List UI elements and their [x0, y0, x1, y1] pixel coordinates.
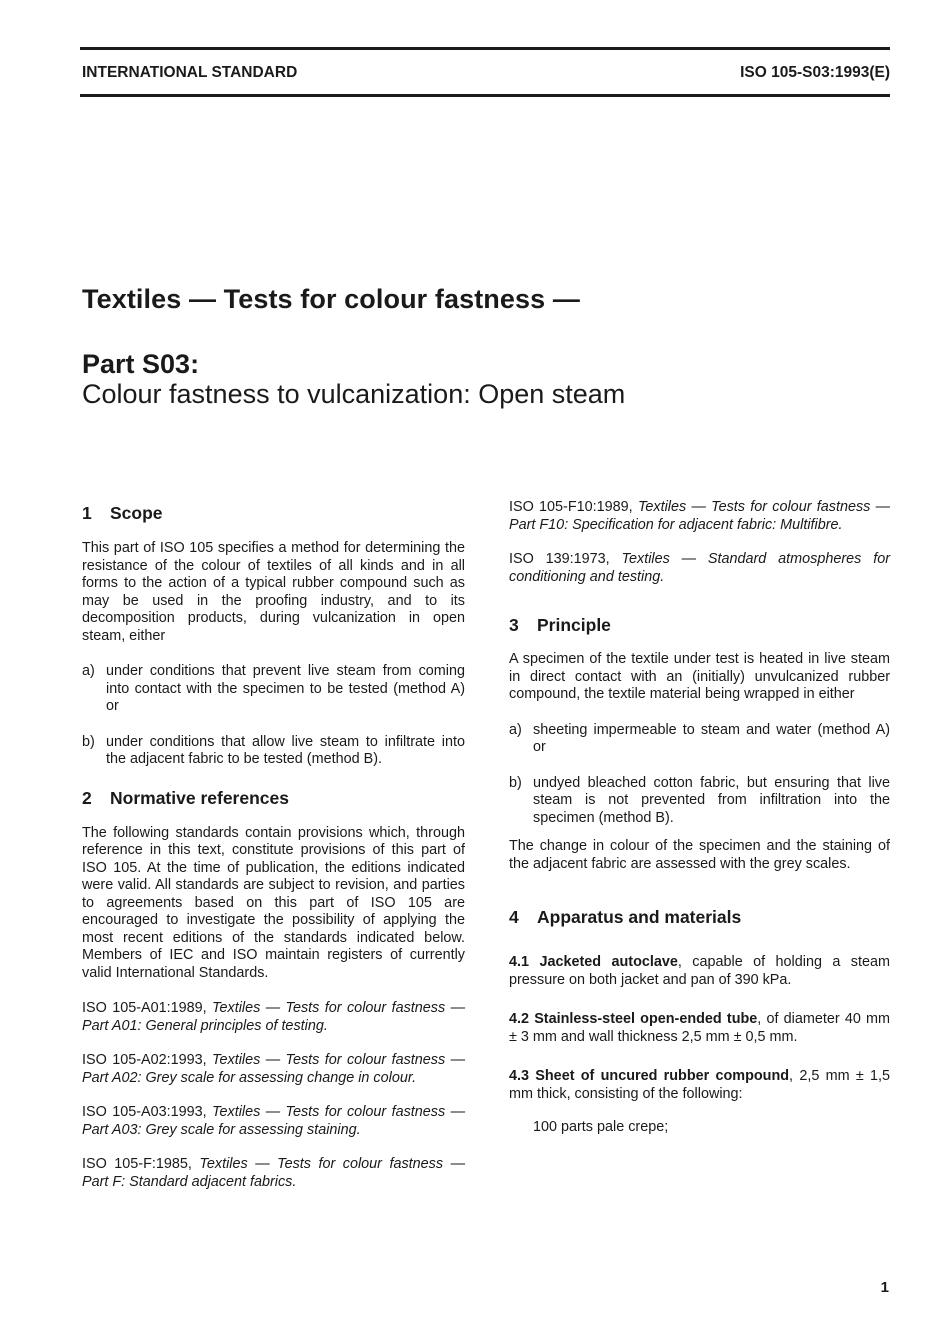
header-rule-bottom — [80, 94, 890, 97]
right-column — [509, 499, 890, 1137]
principle-item-b-label: b) — [509, 774, 522, 791]
header-standard-code: ISO 105-S03:1993(E) — [740, 64, 890, 81]
scope-number: 1 — [82, 503, 92, 523]
apparatus-item-title: Jacketed autoclave — [539, 954, 678, 970]
apparatus-item-number: 4.2 — [509, 1011, 530, 1027]
principle-item-a-label: a) — [509, 721, 522, 738]
normative-intro: The following standards contain provisions which, through reference in this text, constitute provisions of this part of ISO 105. At the time of publication, the editions indicated were valid. All standards are subject to revision, and parties to agreements based on this part of ISO 105 are encouraged to investigate the possibility of applying the most recent editions of the standards indicated below. Members of IEC and ISO maintain registers of currently valid International Standards. — [82, 824, 465, 981]
apparatus-item-text: , of diameter 40 mm ± 3 mm and wall thickness 2,5 mm ± 0,5 mm. — [509, 1011, 890, 1045]
principle-item-a — [509, 722, 890, 757]
principle-title: Principle — [537, 615, 611, 635]
page-number: 1 — [880, 1279, 889, 1296]
reference-item — [82, 1104, 465, 1139]
reference-title: Textiles — Tests for colour fastness — Part A01: General principles of testing. — [82, 1000, 465, 1034]
apparatus-item — [509, 954, 890, 989]
scope-item-a-label: a) — [82, 663, 95, 679]
document-title: Textiles — Tests for colour fastness — — [82, 284, 580, 314]
reference-title: Textiles — Tests for colour fastness — Part F10: Specification for adjacent fabric: Multifibre. — [509, 499, 890, 533]
scope-item-b — [82, 734, 465, 769]
normative-number: 2 — [82, 787, 92, 808]
apparatus-composition: 100 parts pale crepe; — [533, 1119, 669, 1135]
left-column — [82, 502, 465, 1191]
scope-intro: This part of ISO 105 specifies a method for determining the resistance of the colour of textiles of all kinds and in all forms to the action of a typical rubber compound such as may be used in the proofing industry, and to its decomposition products, during vulcanization in open steam, either — [82, 540, 465, 644]
apparatus-item-text: , capable of holding a steam pressure on both jacket and pan of 390 kPa. — [509, 954, 890, 988]
principle-item-b-text: undyed bleached cotton fabric, but ensuring that live steam is not prevented from infiltration into the specimen (method B). — [533, 774, 890, 826]
principle-intro: A specimen of the textile under test is heated in live steam in direct contact with an (initially) unvulcanized rubber compound, the textile material being wrapped in either — [509, 651, 890, 702]
normative-heading — [82, 787, 465, 809]
principle-outro: The change in colour of the specimen and the staining of the adjacent fabric are assessed with the grey scales. — [509, 838, 890, 872]
scope-item-a — [82, 663, 465, 716]
apparatus-item-title: Sheet of uncured rubber compound — [535, 1068, 790, 1084]
reference-title: Textiles — Tests for colour fastness — Part A02: Grey scale for assessing change in colour. — [82, 1052, 465, 1086]
reference-code: ISO 139:1973, — [509, 551, 610, 567]
reference-code: ISO 105-A03:1993, — [82, 1104, 207, 1120]
normative-title: Normative references — [110, 787, 289, 808]
apparatus-item-text: , 2,5 mm ± 1,5 mm thick, consisting of the following: — [509, 1068, 891, 1102]
apparatus-item-title: Stainless-steel open-ended tube — [534, 1011, 758, 1027]
scope-title: Scope — [110, 503, 163, 523]
header-standard-type: INTERNATIONAL STANDARD — [82, 64, 298, 81]
reference-code: ISO 105-F10:1989, — [509, 499, 633, 515]
reference-code: ISO 105-F:1985, — [82, 1156, 192, 1172]
principle-number: 3 — [509, 615, 519, 635]
scope-item-b-label: b) — [82, 733, 95, 750]
scope-item-b-text: under conditions that allow live steam to infiltrate into the adjacent fabric to be tested (method B). — [106, 733, 465, 767]
reference-item — [509, 499, 890, 534]
apparatus-item — [509, 1068, 890, 1103]
header-rule-top — [80, 47, 890, 50]
reference-title: Textiles — Tests for colour fastness — Part A03: Grey scale for assessing staining. — [82, 1104, 465, 1138]
apparatus-heading — [509, 906, 890, 928]
apparatus-item-number: 4.3 — [509, 1068, 530, 1084]
reference-item — [509, 551, 890, 586]
principle-heading — [509, 614, 890, 636]
reference-item — [82, 1000, 465, 1035]
scope-heading — [82, 502, 465, 524]
reference-item — [82, 1156, 465, 1191]
principle-item-b — [509, 775, 890, 828]
reference-item — [82, 1052, 465, 1087]
apparatus-number: 4 — [509, 907, 519, 927]
apparatus-title: Apparatus and materials — [537, 907, 742, 927]
principle-item-a-text: sheeting impermeable to steam and water (method A) or — [533, 721, 890, 755]
reference-code: ISO 105-A02:1993, — [82, 1052, 207, 1068]
scope-item-a-text: under conditions that prevent live steam from coming into contact with the specimen to be tested (method A) or — [106, 663, 465, 714]
reference-code: ISO 105-A01:1989, — [82, 1000, 207, 1016]
reference-title: Textiles — Standard atmospheres for conditioning and testing. — [509, 551, 890, 585]
apparatus-item-number: 4.1 — [509, 954, 530, 970]
document-subtitle: Colour fastness to vulcanization: Open steam — [82, 379, 626, 409]
reference-title: Textiles — Tests for colour fastness — Part F: Standard adjacent fabrics. — [82, 1156, 465, 1190]
document-part: Part S03: — [82, 349, 200, 379]
apparatus-item — [509, 1011, 890, 1046]
